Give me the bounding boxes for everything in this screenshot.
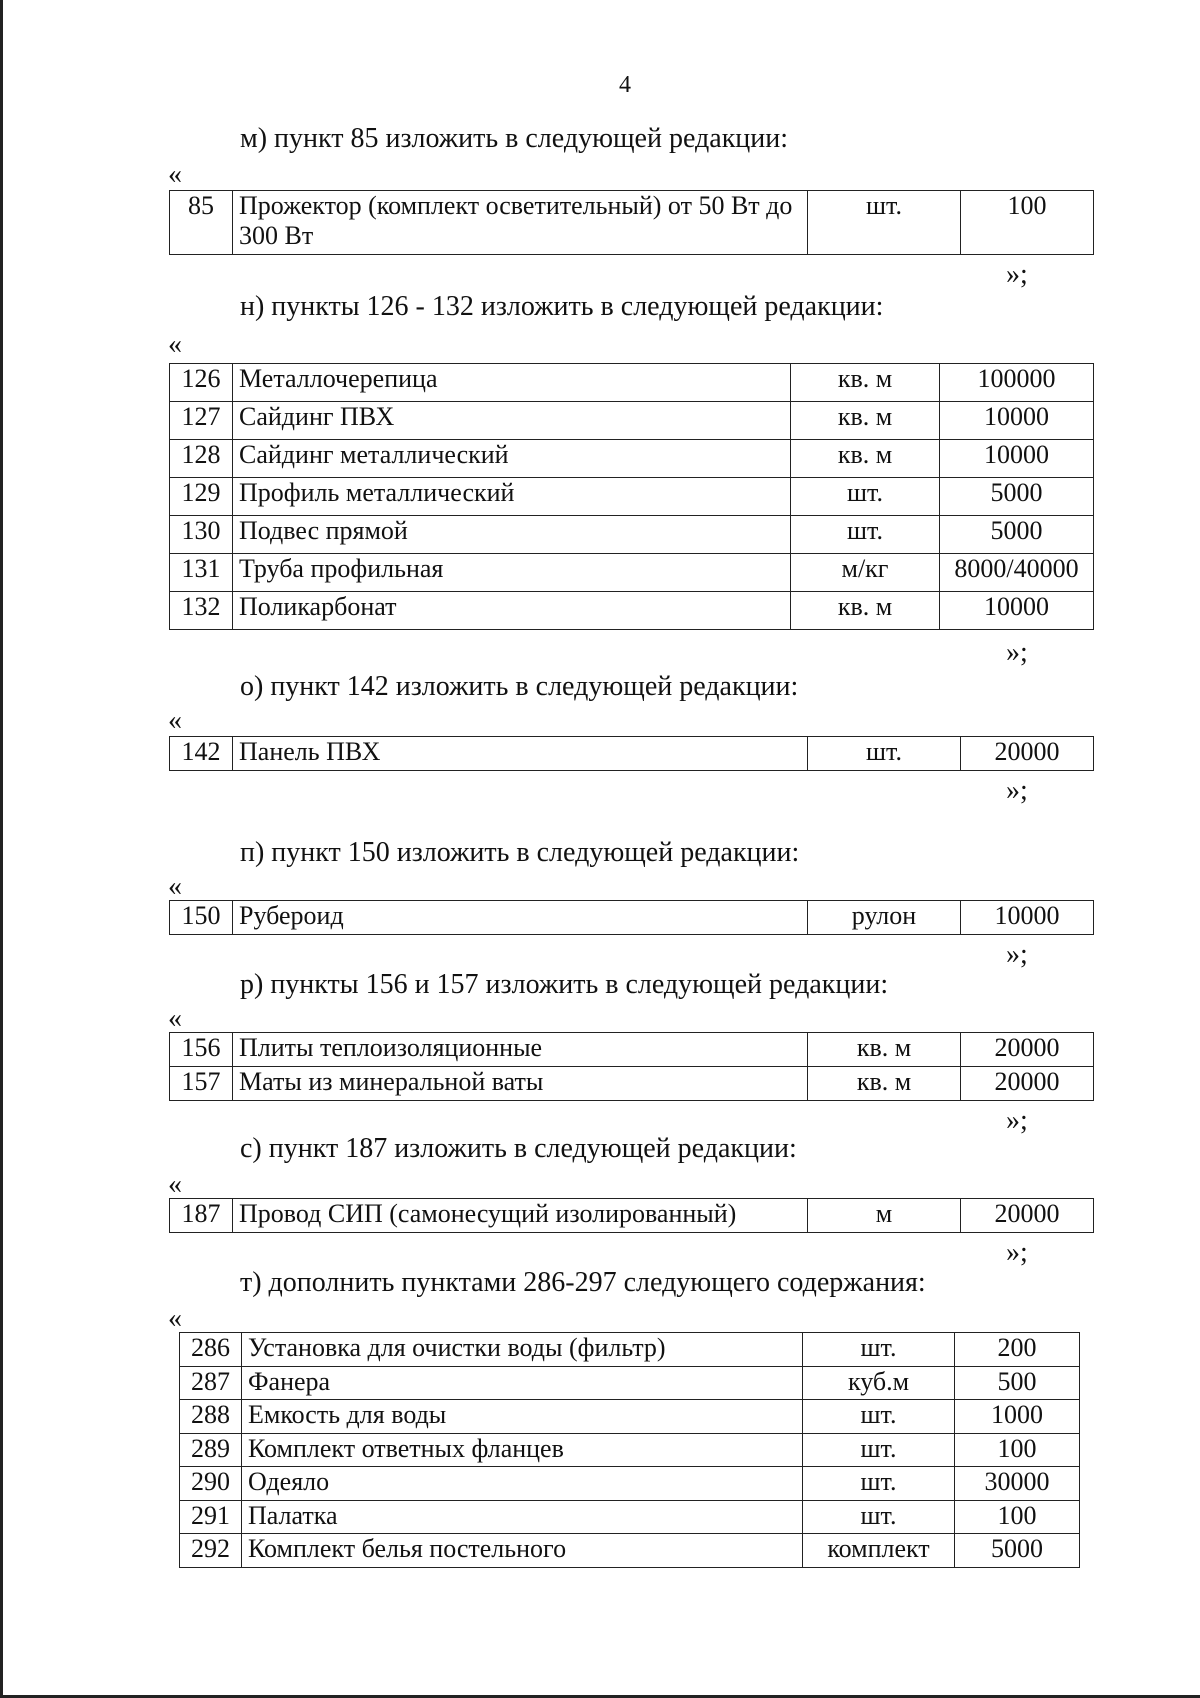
row-quantity: 20000 — [961, 737, 1094, 771]
section-intro-p: п) пункт 150 изложить в следующей редакции: — [240, 837, 800, 868]
row-number: 288 — [180, 1400, 242, 1434]
row-quantity: 5000 — [940, 516, 1094, 554]
table-section-s — [169, 1198, 1094, 1233]
close-quote: »; — [1006, 939, 1028, 970]
row-name: Труба профильная — [233, 554, 791, 592]
table-section-r — [169, 1032, 1094, 1101]
row-number: 157 — [170, 1067, 233, 1101]
table-row — [170, 1033, 1094, 1067]
table-row — [170, 592, 1094, 630]
row-unit: шт. — [803, 1501, 955, 1534]
row-name: Комплект ответных фланцев — [242, 1434, 803, 1467]
table-row — [170, 364, 1094, 402]
row-unit: рулон — [808, 901, 961, 935]
row-quantity: 100 — [955, 1434, 1080, 1467]
table-row — [180, 1467, 1080, 1501]
row-quantity: 20000 — [961, 1067, 1094, 1101]
table-row — [170, 901, 1094, 935]
open-quote: « — [168, 329, 182, 360]
row-quantity: 10000 — [961, 901, 1094, 935]
close-quote: »; — [1006, 259, 1028, 290]
row-quantity: 1000 — [955, 1400, 1080, 1434]
table-row — [180, 1534, 1080, 1568]
table-section-m — [169, 190, 1094, 255]
row-quantity: 20000 — [961, 1033, 1094, 1067]
section-intro-r: р) пункты 156 и 157 изложить в следующей редакции: — [240, 969, 889, 1000]
row-unit: куб.м — [803, 1367, 955, 1400]
row-number: 287 — [180, 1367, 242, 1400]
row-number: 85 — [170, 191, 233, 255]
section-intro-n: н) пункты 126 - 132 изложить в следующей редакции: — [240, 291, 884, 322]
row-quantity: 200 — [955, 1333, 1080, 1367]
row-quantity: 100000 — [940, 364, 1094, 402]
close-quote: »; — [1006, 1237, 1028, 1268]
row-unit: шт. — [803, 1400, 955, 1434]
row-name: Профиль металлический — [233, 478, 791, 516]
table-row — [180, 1333, 1080, 1367]
table-row — [170, 516, 1094, 554]
row-name: Установка для очистки воды (фильтр) — [242, 1333, 803, 1367]
table-section-n — [169, 363, 1094, 630]
open-quote: « — [168, 871, 182, 902]
row-number: 131 — [170, 554, 233, 592]
row-unit: шт. — [803, 1434, 955, 1467]
row-number: 289 — [180, 1434, 242, 1467]
table-row — [170, 478, 1094, 516]
row-number: 286 — [180, 1333, 242, 1367]
row-number: 128 — [170, 440, 233, 478]
open-quote: « — [168, 1169, 182, 1200]
row-unit: кв. м — [791, 592, 940, 630]
table-row — [170, 737, 1094, 771]
row-unit: м/кг — [791, 554, 940, 592]
row-unit: шт. — [791, 478, 940, 516]
close-quote: »; — [1006, 775, 1028, 806]
row-unit: кв. м — [808, 1033, 961, 1067]
row-number: 129 — [170, 478, 233, 516]
row-unit: кв. м — [791, 402, 940, 440]
row-name: Емкость для воды — [242, 1400, 803, 1434]
row-number: 292 — [180, 1534, 242, 1568]
table-section-o — [169, 736, 1094, 771]
row-name: Плиты теплоизоляционные — [233, 1033, 808, 1067]
row-number: 291 — [180, 1501, 242, 1534]
row-quantity: 5000 — [955, 1534, 1080, 1568]
table-row — [180, 1434, 1080, 1467]
row-name: Сайдинг металлический — [233, 440, 791, 478]
row-unit: м — [808, 1199, 961, 1233]
row-unit: шт. — [808, 737, 961, 771]
row-name: Фанера — [242, 1367, 803, 1400]
row-quantity: 20000 — [961, 1199, 1094, 1233]
row-quantity: 8000/40000 — [940, 554, 1094, 592]
section-intro-t: т) дополнить пунктами 286-297 следующего содержания: — [240, 1267, 926, 1298]
row-number: 127 — [170, 402, 233, 440]
row-name: Маты из минеральной ваты — [233, 1067, 808, 1101]
table-row — [170, 1067, 1094, 1101]
row-number: 187 — [170, 1199, 233, 1233]
table-row — [170, 402, 1094, 440]
row-name: Подвес прямой — [233, 516, 791, 554]
row-name: Поликарбонат — [233, 592, 791, 630]
row-number: 132 — [170, 592, 233, 630]
row-number: 290 — [180, 1467, 242, 1501]
row-quantity: 10000 — [940, 402, 1094, 440]
row-unit: комплект — [803, 1534, 955, 1568]
row-quantity: 100 — [955, 1501, 1080, 1534]
row-quantity: 100 — [961, 191, 1094, 255]
row-number: 156 — [170, 1033, 233, 1067]
table-row — [170, 554, 1094, 592]
row-quantity: 10000 — [940, 592, 1094, 630]
open-quote: « — [168, 1003, 182, 1034]
open-quote: « — [168, 1303, 182, 1334]
table-row — [180, 1501, 1080, 1534]
open-quote: « — [168, 159, 182, 190]
row-quantity: 500 — [955, 1367, 1080, 1400]
row-name: Одеяло — [242, 1467, 803, 1501]
row-name: Сайдинг ПВХ — [233, 402, 791, 440]
row-unit: шт. — [791, 516, 940, 554]
open-quote: « — [168, 705, 182, 736]
row-unit: шт. — [808, 191, 961, 255]
close-quote: »; — [1006, 1105, 1028, 1136]
table-section-t — [179, 1332, 1080, 1568]
table-row — [170, 440, 1094, 478]
close-quote: »; — [1006, 637, 1028, 668]
row-quantity: 30000 — [955, 1467, 1080, 1501]
row-name: Металлочерепица — [233, 364, 791, 402]
row-unit: шт. — [803, 1333, 955, 1367]
row-unit: кв. м — [791, 364, 940, 402]
row-quantity: 10000 — [940, 440, 1094, 478]
table-row — [180, 1400, 1080, 1434]
section-intro-s: с) пункт 187 изложить в следующей редакции: — [240, 1133, 797, 1164]
row-name: Панель ПВХ — [233, 737, 808, 771]
row-number: 142 — [170, 737, 233, 771]
row-unit: кв. м — [808, 1067, 961, 1101]
row-name: Прожектор (комплект осветительный) от 50 Вт до 300 Вт — [233, 191, 808, 255]
row-name: Палатка — [242, 1501, 803, 1534]
row-name: Провод СИП (самонесущий изолированный) — [233, 1199, 808, 1233]
row-unit: шт. — [803, 1467, 955, 1501]
row-name: Комплект белья постельного — [242, 1534, 803, 1568]
table-row — [180, 1367, 1080, 1400]
row-number: 150 — [170, 901, 233, 935]
row-number: 130 — [170, 516, 233, 554]
section-intro-o: о) пункт 142 изложить в следующей редакции: — [240, 671, 799, 702]
section-intro-m: м) пункт 85 изложить в следующей редакции: — [240, 123, 789, 154]
row-unit: кв. м — [791, 440, 940, 478]
page-number: 4 — [619, 72, 631, 98]
table-section-p — [169, 900, 1094, 935]
table-row — [170, 1199, 1094, 1233]
row-name: Рубероид — [233, 901, 808, 935]
row-quantity: 5000 — [940, 478, 1094, 516]
table-row — [170, 191, 1094, 255]
row-number: 126 — [170, 364, 233, 402]
